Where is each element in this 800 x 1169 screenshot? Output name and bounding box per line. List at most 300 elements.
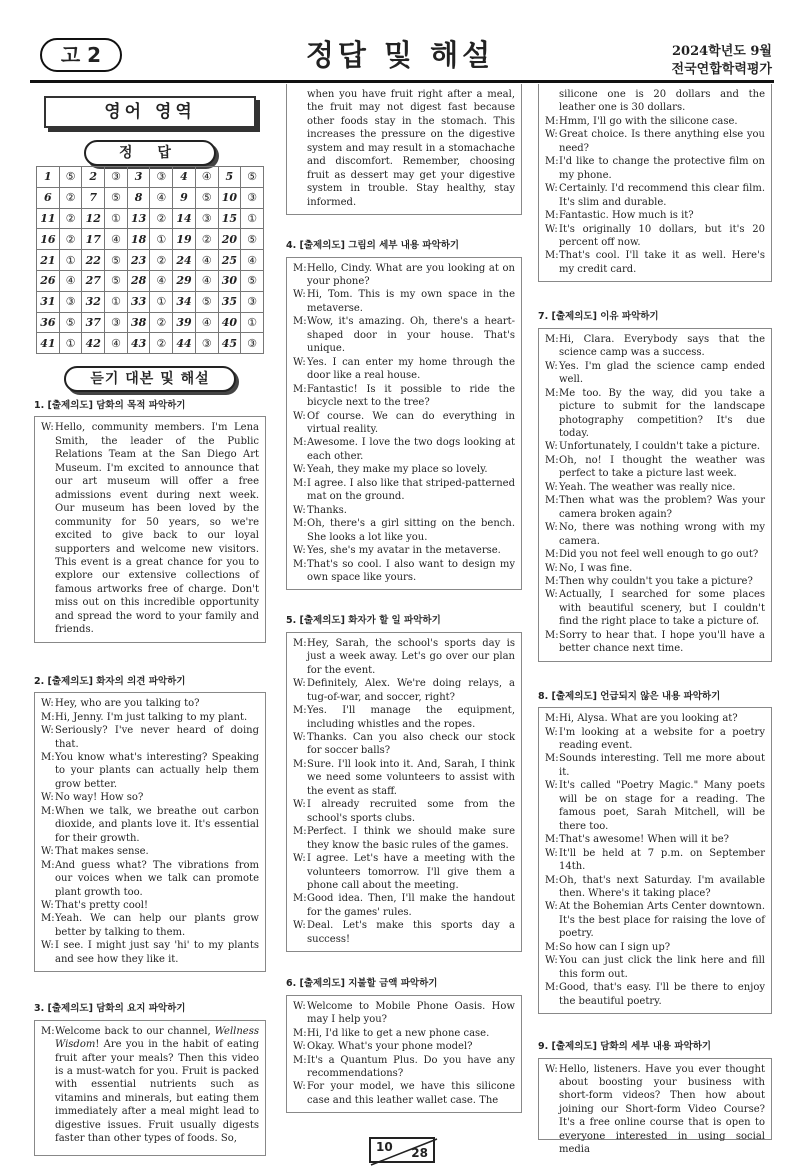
question-number: 10 xyxy=(218,187,241,208)
dialogue-line xyxy=(545,440,765,453)
dialogue-line xyxy=(293,356,515,383)
question-number: 15 xyxy=(218,208,241,229)
dialogue-line xyxy=(41,899,259,912)
speaker-label: W: xyxy=(41,422,54,434)
question-number: 29 xyxy=(173,270,196,291)
dialogue-line xyxy=(545,115,765,128)
dialogue-line xyxy=(293,852,515,892)
dialogue-line xyxy=(545,954,765,981)
question-number: 39 xyxy=(173,312,196,333)
answer-choice: ⑤ xyxy=(241,167,264,188)
speaker-label: M: xyxy=(41,913,55,925)
answer-choice: ③ xyxy=(150,167,173,188)
speaker-label: M: xyxy=(545,713,559,725)
question-number: 4 xyxy=(173,167,196,188)
speaker-label: W: xyxy=(41,846,54,858)
speaker-label: M: xyxy=(545,454,559,466)
answers-heading: 정 답 xyxy=(84,140,216,166)
utterance: Fantastic. How much is it? xyxy=(559,210,694,222)
q8-title: 8. [출제의도] 언급되지 않은 내용 파악하기 xyxy=(538,690,721,702)
utterance: Yes. I'll manage the equipment, including whistles and the ropes. xyxy=(307,705,515,730)
dialogue-line xyxy=(545,494,765,521)
speaker-label: W: xyxy=(293,1081,306,1093)
dialogue-line xyxy=(41,697,259,710)
speaker-label: W: xyxy=(293,464,306,476)
answer-row xyxy=(37,291,264,312)
question-number: 32 xyxy=(82,291,105,312)
speaker-label: W: xyxy=(545,481,558,493)
question-number: 36 xyxy=(37,312,60,333)
question-number: 16 xyxy=(37,229,60,250)
answer-row xyxy=(37,270,264,291)
answer-choice: ⑤ xyxy=(195,187,218,208)
section-banner: 영어 영역 xyxy=(44,96,256,128)
dialogue-line xyxy=(545,128,765,155)
speaker-label: W: xyxy=(545,223,558,235)
utterance: Certainly. I'd recommend this clear film. It's slim and durable. xyxy=(559,183,765,208)
dialogue-line xyxy=(41,711,259,724)
dialogue-line xyxy=(545,712,765,725)
answer-choice: ② xyxy=(150,250,173,271)
utterance: Me too. By the way, did you take a picture to submit for the landscape photography competition? It's due today. xyxy=(559,387,765,439)
utterance: Unfortunately, I couldn't take a picture. xyxy=(559,441,761,453)
utterance: That's so cool. I also want to design my own space like yours. xyxy=(307,558,515,583)
speaker-label: W: xyxy=(41,940,54,952)
q2-transcript xyxy=(34,692,266,972)
q1-transcript xyxy=(34,416,266,642)
dialogue-line xyxy=(545,223,765,250)
utterance: I agree. I also like that striped-patterned mat on the ground. xyxy=(307,477,515,503)
speaker-label: W: xyxy=(41,899,54,911)
question-number: 28 xyxy=(127,270,150,291)
utterance: Oh, no! I thought the weather was perfect to take a picture last week. xyxy=(559,454,765,480)
speaker-label: W: xyxy=(545,726,558,738)
dialogue-line xyxy=(293,262,515,289)
question-number: 6 xyxy=(37,187,60,208)
answer-choice: ④ xyxy=(195,312,218,333)
dialogue-line xyxy=(545,249,765,276)
question-number: 23 xyxy=(127,250,150,271)
question-number: 19 xyxy=(173,229,196,250)
answer-choice: ① xyxy=(241,208,264,229)
dialogue-line xyxy=(545,333,765,360)
question-number: 37 xyxy=(82,312,105,333)
speaker-label: W: xyxy=(545,901,558,913)
speaker-label: M: xyxy=(545,387,559,399)
question-number: 38 xyxy=(127,312,150,333)
answer-choice: ③ xyxy=(241,333,264,354)
answer-choice: ④ xyxy=(150,187,173,208)
utterance: You can just click the link here and fill this form out. xyxy=(559,955,765,980)
utterance: Good, that's easy. I'll be there to enjoy the beautiful poetry. xyxy=(559,982,765,1007)
utterance: Welcome back to our channel, Wellness Wisdom! Are you in the habit of eating fruit after your meals? Then this video is a must-watch for you. Fruit is packed with essential nutrients such as vitamins and minerals, but eating them immediately after a meal might lead to digestive issues. Fruit usually digests faster than other types of foods. So, xyxy=(55,1025,259,1145)
utterance: At the Bohemian Arts Center downtown. It's the best place for raising the love of poetry. xyxy=(559,901,765,940)
q9-transcript xyxy=(538,1058,772,1156)
utterance: I already recruited some from the school's sports clubs. xyxy=(307,799,515,824)
dialogue-line xyxy=(545,941,765,954)
answer-choice: ④ xyxy=(105,229,128,250)
dialogue-line xyxy=(545,562,765,575)
question-number: 5 xyxy=(218,167,241,188)
utterance: Thanks. Can you also check our stock for soccer balls? xyxy=(307,732,515,757)
dialogue-line xyxy=(293,410,515,437)
q2-title: 2. [출제의도] 화자의 의견 파악하기 xyxy=(34,675,186,687)
speaker-label: M: xyxy=(545,575,559,587)
utterance: Sorry to hear that. I hope you'll have a better chance next time. xyxy=(559,629,765,655)
dialogue-line xyxy=(41,751,259,791)
utterance: Sure. I'll look into it. And, Sarah, I think we need some volunteers to assist with the event as staff. xyxy=(307,758,515,797)
dialogue-line xyxy=(545,588,765,628)
q3-title: 3. [출제의도] 담화의 요지 파악하기 xyxy=(34,1003,186,1015)
answer-row xyxy=(37,187,264,208)
speaker-label: M: xyxy=(545,874,559,886)
utterance: No, I was fine. xyxy=(559,562,633,574)
answer-choice: ② xyxy=(59,229,82,250)
utterance: Hello, Cindy. What are you looking at on your phone? xyxy=(307,262,515,287)
utterance: Okay. What's your phone model? xyxy=(307,1041,473,1053)
q3-transcript-continued xyxy=(286,84,522,215)
answer-choice: ② xyxy=(59,187,82,208)
question-number: 24 xyxy=(173,250,196,271)
utterance: Hey, Sarah, the school's sports day is just a week away. Let's go over our plan for the event. xyxy=(307,637,515,676)
dialogue-line xyxy=(293,315,515,355)
utterance: For your model, we have this silicone case and this leather wallet case. The xyxy=(307,1081,515,1106)
dialogue-line xyxy=(293,1027,515,1040)
question-number: 27 xyxy=(82,270,105,291)
dialogue-line xyxy=(545,874,765,901)
question-number: 33 xyxy=(127,291,150,312)
answer-choice: ③ xyxy=(59,291,82,312)
speaker-label: W: xyxy=(293,289,306,301)
speaker-label: M: xyxy=(545,210,559,222)
utterance: It's originally 10 dollars, but it's 20 percent off now. xyxy=(559,223,765,248)
dialogue-line xyxy=(293,383,515,410)
dialogue-line xyxy=(293,544,515,557)
show-name: Wellness Wisdom xyxy=(55,1025,259,1051)
answer-choice: ① xyxy=(59,250,82,271)
question-number: 14 xyxy=(173,208,196,229)
answer-choice: ③ xyxy=(105,312,128,333)
speaker-label: W: xyxy=(545,847,558,859)
q4-transcript xyxy=(286,257,522,591)
speaker-label: W: xyxy=(293,504,306,516)
dialogue-line xyxy=(293,436,515,463)
utterance: Yeah. We can help our plants grow better by talking to them. xyxy=(55,913,259,938)
answer-choice: ⑤ xyxy=(105,270,128,291)
total-pages: 28 xyxy=(411,1146,428,1160)
utterance: Hmm, I'll go with the silicone case. xyxy=(559,115,738,127)
utterance: Hey, who are you talking to? xyxy=(55,698,200,710)
dialogue-line xyxy=(293,704,515,731)
speaker-label: M: xyxy=(293,383,307,395)
q5-title: 5. [출제의도] 화자가 할 일 파악하기 xyxy=(286,615,441,627)
utterance: Yes. I'm glad the science camp ended well. xyxy=(559,360,765,386)
dialogue-line xyxy=(41,939,259,966)
speaker-label: M: xyxy=(293,1027,307,1039)
question-number: 25 xyxy=(218,250,241,271)
question-number: 26 xyxy=(37,270,60,291)
utterance: Hi, Alysa. What are you looking at? xyxy=(559,713,738,725)
utterance: Perfect. I think we should make sure they know the basic rules of the games. xyxy=(307,826,515,851)
speaker-label: M: xyxy=(545,941,559,953)
dialogue-line xyxy=(293,677,515,704)
speaker-label: M: xyxy=(293,758,307,770)
utterance: I see. I might just say 'hi' to my plants and see how they like it. xyxy=(55,940,259,965)
speaker-label: M: xyxy=(293,637,307,649)
answer-choice: ④ xyxy=(195,270,218,291)
q7-transcript xyxy=(538,328,772,662)
dialogue-line xyxy=(293,758,515,798)
answer-choice: ② xyxy=(195,229,218,250)
answer-choice: ③ xyxy=(195,208,218,229)
utterance: And guess what? The vibrations from our voices when we talk can promote plant growth too. xyxy=(55,859,259,898)
dialogue-line xyxy=(545,209,765,222)
answer-choice: ③ xyxy=(241,291,264,312)
answer-choice: ② xyxy=(150,208,173,229)
q4-title: 4. [출제의도] 그림의 세부 내용 파악하기 xyxy=(286,240,460,252)
dialogue-line xyxy=(293,477,515,504)
utterance: It's called "Poetry Magic." Many poets will be on stage for a reading. The famous poet, Sarah Mitchell, will be there too. xyxy=(559,780,765,832)
speaker-label: M: xyxy=(545,250,559,262)
current-page: 10 xyxy=(376,1140,393,1154)
speaker-label: W: xyxy=(545,360,558,372)
speaker-label: M: xyxy=(545,753,559,765)
speaker-label: M: xyxy=(293,262,307,274)
speaker-label: M: xyxy=(293,437,307,449)
speaker-label: M: xyxy=(545,156,559,168)
answer-choice: ① xyxy=(150,229,173,250)
answer-choice: ⑤ xyxy=(105,187,128,208)
speaker-label: M: xyxy=(41,859,55,871)
speaker-label: W: xyxy=(41,698,54,710)
utterance: Of course. We can do everything in virtual reality. xyxy=(307,410,515,435)
page-number xyxy=(369,1137,435,1163)
q6-title: 6. [출제의도] 지불할 금액 파악하기 xyxy=(286,978,438,990)
dialogue-line xyxy=(41,859,259,899)
utterance: Deal. Let's make this sports day a success! xyxy=(307,920,515,945)
answer-choice: ① xyxy=(241,312,264,333)
utterance: Awesome. I love the two dogs looking at each other. xyxy=(307,437,515,462)
speaker-label: W: xyxy=(545,129,558,141)
utterance: Hi, Jenny. I'm just talking to my plant. xyxy=(55,711,248,723)
question-number: 31 xyxy=(37,291,60,312)
utterance: Hi, I'd like to get a new phone case. xyxy=(307,1027,490,1039)
speaker-label: W: xyxy=(293,1041,306,1053)
dialogue-line xyxy=(545,779,765,833)
speaker-label: W: xyxy=(545,522,558,534)
speaker-label: M: xyxy=(293,477,307,489)
utterance: That's pretty cool! xyxy=(55,899,148,911)
dialogue-line xyxy=(293,463,515,476)
question-number: 1 xyxy=(37,167,60,188)
question-number: 35 xyxy=(218,291,241,312)
answer-choice: ④ xyxy=(59,270,82,291)
speaker-label: M: xyxy=(545,549,559,561)
dialogue-line xyxy=(293,825,515,852)
answer-choice: ① xyxy=(105,291,128,312)
dialogue-line xyxy=(545,900,765,940)
dialogue-line xyxy=(545,521,765,548)
utterance: That's cool. I'll take it as well. Here's my credit card. xyxy=(559,250,765,275)
utterance: That makes sense. xyxy=(55,846,149,858)
answer-choice: ④ xyxy=(150,270,173,291)
answer-choice: ⑤ xyxy=(59,167,82,188)
utterance: Fantastic! Is it possible to ride the bicycle next to the tree? xyxy=(307,383,515,409)
dialogue-line xyxy=(545,726,765,753)
answer-row xyxy=(37,229,264,250)
answer-choice: ③ xyxy=(105,167,128,188)
answer-choice: ① xyxy=(150,291,173,312)
q6-transcript-continued xyxy=(538,84,772,282)
answer-choice: ③ xyxy=(195,333,218,354)
speaker-label: W: xyxy=(293,1000,306,1012)
dialogue-line xyxy=(41,724,259,751)
question-number: 44 xyxy=(173,333,196,354)
question-number: 7 xyxy=(82,187,105,208)
speaker-label: W: xyxy=(545,955,558,967)
q8-transcript xyxy=(538,707,772,1014)
utterance: Great choice. Is there anything else you need? xyxy=(559,129,765,154)
question-number: 42 xyxy=(82,333,105,354)
speaker-label: W: xyxy=(293,732,306,744)
dialogue-line xyxy=(545,833,765,846)
q6-transcript xyxy=(286,995,522,1113)
q3-transcript xyxy=(34,1020,266,1156)
question-number: 12 xyxy=(82,208,105,229)
utterance: Oh, that's next Saturday. I'm available then. Where's it taking place? xyxy=(559,874,765,900)
dialogue-line xyxy=(545,752,765,779)
dialogue-line xyxy=(41,421,259,636)
answer-choice: ⑤ xyxy=(195,291,218,312)
utterance: Wow, it's amazing. Oh, there's a heart-shaped door in your house. That's unique. xyxy=(307,316,515,355)
question-number: 43 xyxy=(127,333,150,354)
question-number: 21 xyxy=(37,250,60,271)
answer-row xyxy=(37,312,264,333)
speaker-label: M: xyxy=(545,629,559,641)
speaker-label: M: xyxy=(41,1025,55,1037)
utterance: Seriously? I've never heard of doing that. xyxy=(55,725,259,750)
speaker-label: M: xyxy=(293,316,307,328)
utterance: So how can I sign up? xyxy=(559,941,671,953)
answer-grid xyxy=(36,166,264,354)
exam-date: 2024학년도 9월 xyxy=(672,44,772,59)
q1-title: 1. [출제의도] 담화의 목적 파악하기 xyxy=(34,400,186,411)
question-number: 22 xyxy=(82,250,105,271)
dialogue-line xyxy=(293,731,515,758)
utterance: No, there was nothing wrong with my camera. xyxy=(559,522,765,547)
utterance: Oh, there's a girl sitting on the bench. She looks a lot like you. xyxy=(307,518,515,543)
dialogue-line xyxy=(293,637,515,677)
utterance: Hi, Clara. Everybody says that the science camp was a success. xyxy=(559,333,765,359)
utterance: Did you not feel well enough to go out? xyxy=(559,549,759,561)
dialogue-line xyxy=(545,454,765,481)
answer-choice: ② xyxy=(150,333,173,354)
dialogue-line xyxy=(293,517,515,544)
q7-title: 7. [출제의도] 이유 파악하기 xyxy=(538,311,659,323)
question-number: 11 xyxy=(37,208,60,229)
utterance: Then why couldn't you take a picture? xyxy=(559,575,753,587)
speaker-label: M: xyxy=(293,518,307,530)
dialogue-line xyxy=(293,558,515,585)
utterance-continued: silicone one is 20 dollars and the leather one is 30 dollars. xyxy=(559,89,765,114)
question-number: 40 xyxy=(218,312,241,333)
q9-title: 9. [출제의도] 담화의 세부 내용 파악하기 xyxy=(538,1041,712,1053)
utterance: Welcome to Mobile Phone Oasis. How may I help you? xyxy=(307,1000,515,1026)
answer-row xyxy=(37,208,264,229)
utterance: I'd like to change the protective film on my phone. xyxy=(559,156,765,181)
speaker-label: M: xyxy=(41,805,55,817)
utterance: When we talk, we breathe out carbon dioxide, and plants love it. It's essential for their growth. xyxy=(55,805,259,844)
dialogue-line xyxy=(41,845,259,858)
header-divider xyxy=(30,80,774,83)
question-number: 3 xyxy=(127,167,150,188)
speaker-label: W: xyxy=(545,562,558,574)
utterance: Hi, Tom. This is my own space in the metaverse. xyxy=(307,289,515,314)
page-title: 정답 및 해설 xyxy=(305,38,495,72)
speaker-label: M: xyxy=(293,705,307,717)
speaker-label: W: xyxy=(293,356,306,368)
utterance: Hello, listeners. Have you ever thought about boosting your business with short-form videos? Then how about joining our Short-form Video Course? It's a free online course that is open to everyone interested in using social media xyxy=(559,1063,765,1156)
dialogue-line xyxy=(545,629,765,656)
speaker-label: W: xyxy=(293,853,306,865)
utterance-continued: when you have fruit right after a meal, the fruit may not digest fast because other foods stay in the stomach. This increases the pressure on the digestive system and may result in a stomachache and discomfort. Remember, choosing fruit as dessert may get your digestive system in trouble. Stay healthy, stay informed. xyxy=(307,89,515,208)
speaker-label: W: xyxy=(293,545,306,557)
question-number: 2 xyxy=(82,167,105,188)
dialogue-line xyxy=(293,798,515,825)
utterance: I agree. Let's have a meeting with the volunteers tomorrow. I'll give them a phone call about the meeting. xyxy=(307,853,515,892)
speaker-label: M: xyxy=(545,333,559,345)
dialogue-line xyxy=(545,182,765,209)
speaker-label: M: xyxy=(41,751,55,763)
question-number: 45 xyxy=(218,333,241,354)
answer-choice: ③ xyxy=(241,187,264,208)
dialogue-line xyxy=(545,847,765,874)
utterance: Good idea. Then, I'll make the handout for the games' rules. xyxy=(307,893,515,918)
answer-choice: ④ xyxy=(241,250,264,271)
speaker-label: W: xyxy=(545,183,558,195)
question-number: 30 xyxy=(218,270,241,291)
utterance: It's a Quantum Plus. Do you have any recommendations? xyxy=(307,1054,515,1079)
answer-row xyxy=(37,333,264,354)
dialogue-line xyxy=(293,288,515,315)
answer-choice: ④ xyxy=(105,333,128,354)
utterance: I'm looking at a website for a poetry reading event. xyxy=(559,726,765,752)
speaker-label: W: xyxy=(293,678,306,690)
speaker-label: M: xyxy=(293,1054,307,1066)
answer-choice: ② xyxy=(150,312,173,333)
utterance: You know what's interesting? Speaking to your plants can actually help them grow better. xyxy=(55,751,259,790)
exam-organization: 전국연합학력평가 xyxy=(671,62,772,77)
question-number: 17 xyxy=(82,229,105,250)
dialogue-line xyxy=(545,981,765,1008)
dialogue-line xyxy=(293,1040,515,1053)
dialogue-line xyxy=(293,504,515,517)
utterance: That's awesome! When will it be? xyxy=(559,834,730,846)
answer-choice: ⑤ xyxy=(241,229,264,250)
dialogue-line xyxy=(545,155,765,182)
answer-choice: ⑤ xyxy=(241,270,264,291)
speaker-label: W: xyxy=(41,725,54,737)
answer-choice: ① xyxy=(105,208,128,229)
utterance: Yeah, they make my place so lovely. xyxy=(307,464,488,476)
speaker-label: M: xyxy=(293,893,307,905)
question-number: 8 xyxy=(127,187,150,208)
dialogue-line xyxy=(545,481,765,494)
dialogue-line xyxy=(293,919,515,946)
dialogue-line xyxy=(545,387,765,441)
dialogue-line xyxy=(41,791,259,804)
speaker-label: W: xyxy=(545,441,558,453)
